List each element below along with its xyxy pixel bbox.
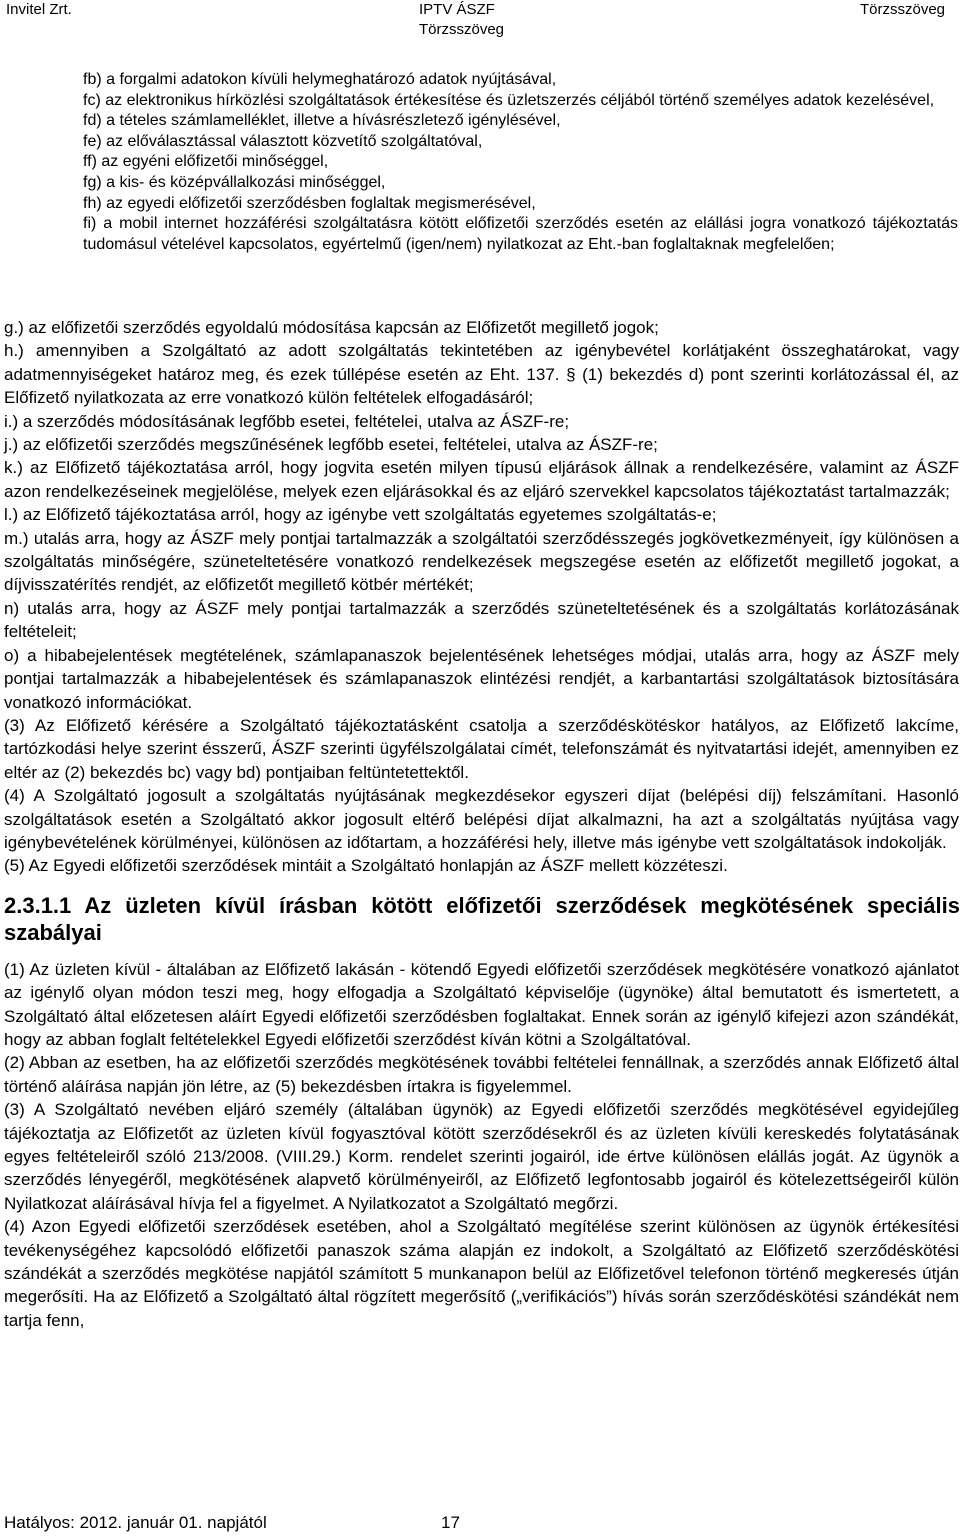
list-item-k: k.) az Előfizető tájékoztatása arról, hogy jogvita esetén milyen típusú eljárások állnak a rendelkezésére, valamint az ÁSZF azon rendelkezéseinek megjelölése, melyek ezen eljárásokkal és az eljáró szervekkel kapcsolatos tájékoztatást tartalmazzák; [4,458,959,501]
section-paragraph-4: (4) Azon Egyedi előfizetői szerződések esetében, ahol a Szolgáltató megítélése szerint különösen az ügynök értékesítési tevékenységéhez kapcsolódó előfizetői panaszok száma alapján ez indokolt, a Szolgáltató az Előfizető szerződéskötési szándékát a szerződés megkötése napjától számított 5 munkanapon belül az Előfizetővel telefonon történő megkeresés útján megerősíti. Ha az Előfizető a Szolgáltató által rögzített megerősítő („verifikációs”) hívás során szerződéskötési szándékát nem tartja fenn, [4,1217,959,1330]
list-item-ff: ff) az egyéni előfizetői minőséggel, [83,153,329,171]
footer-effective-date: Hatályos: 2012. január 01. napjától [4,1513,267,1532]
list-item-i: i.) a szerződés módosításának legfőbb esetei, feltételei, utalva az ÁSZF-re; [4,411,570,431]
document-body [0,316,960,1332]
section-title: Az üzleten kívül írásban kötött előfizetői szerződések megkötésének speciális szabályai [4,892,960,945]
paragraph-5: (5) Az Egyedi előfizetői szerződések mintáit a Szolgáltató honlapján az ÁSZF mellett közzéteszi. [4,856,728,876]
header-company: Invitel Zrt. [6,1,72,18]
list-item-l: l.) az Előfizető tájékoztatása arról, hogy az igénybe vett szolgáltatás egyetemes szolgáltatás-e; [4,505,717,525]
paragraph-3: (3) Az Előfizető kérésére a Szolgáltató tájékoztatásként csatolja a szerződéskötéskor hatályos, az Előfizető lakcíme, tartózkodási helye szerint ésszerű, ÁSZF szerinti ügyfélszolgálatai címét, telefonszámát és nyitvatartási idejét, amennyiben ez eltér az (2) bekezdés bc) vagy bd) pontjaiban feltüntetettektől. [4,715,959,782]
header-document-subtitle: Törzsszöveg [419,21,505,38]
header-document [419,0,504,40]
list-item-fc: fc) az elektronikus hírközlési szolgáltatások értékesítése és üzletszerzés céljából történő személyes adatok kezelésével, [83,91,935,109]
list-item-fh: fh) az egyedi előfizetői szerződésben foglaltak megismerésével, [83,194,536,212]
list-item-j: j.) az előfizetői szerződés megszűnésének legfőbb esetei, feltételei, utalva az ÁSZF-re; [4,435,658,455]
header-document-title: IPTV ÁSZF [419,1,495,18]
list-item-fg: fg) a kis- és középvállalkozási minőséggel, [83,173,386,191]
list-item-o: o) a hibabejelentések megtételének, számlapanaszok bejelentésének lehetséges módjai, utalás arra, hogy az ÁSZF mely pontjai tartalmazzák a hibabejelentések és számlapanaszok elintézési rendjét, a karbantartási szolgáltatások biztosítására vonatkozó információkat. [4,645,959,712]
section-heading [0,892,960,946]
list-item-fe: fe) az előválasztással választott közvetítő szolgáltatóval, [83,132,483,150]
list-item-fd: fd) a tételes számlamelléklet, illetve a hívásrészletező igénylésével, [83,112,561,130]
sublist-f [83,70,958,255]
section-paragraph-2: (2) Abban az esetben, ha az előfizetői szerződés megkötésének további feltételei fennállnak, a szerződés annak Előfizető által történő aláírása napján jön létre, az (5) bekezdésben írtakra is figyelemmel. [4,1053,959,1096]
list-item-n: n) utalás arra, hogy az ÁSZF mely pontjai tartalmazzák a szerződés szüneteltetésének és a szolgáltatás korlátozásának feltételeit; [4,598,959,642]
list-item-m: m.) utalás arra, hogy az ÁSZF mely pontjai tartalmazzák a szolgáltatói szerződésszegés jogkövetkezményeit, így különösen a szolgáltatás minőségére, szüneteltetésére vonatkozó rendelkezések megszegése esetén az előfizetőt megillető jogokat, a díjvisszatérítés rendjét, az előfizetőt megillető kötbér mértékét; [4,528,959,595]
section-paragraph-3: (3) A Szolgáltató nevében eljáró személy (általában ügynök) az Egyedi előfizetői szerződés megkötésével egyidejűleg tájékoztatja az Előfizetőt az üzleten kívül fogyasztóval kötött szerződésekről és az üzleten kívüli kereskedés folytatásának egyes feltételeiről szóló 213/2008. (VIII.29.) Korm. rendelet szerinti jogairól, ide értve különösen elállás jogát. Az ügynök a szerződés lényegéről, megkötésének alapvető körülményeiről, az Előfizető legfontosabb jogairól és kötelezettségeiről külön Nyilatkozat aláírásával hívja fel a figyelmet. A Nyilatkozatot a Szolgáltató megőrzi. [4,1100,959,1213]
page-number: 17 [441,1513,460,1532]
list-item-fi: fi) a mobil internet hozzáférési szolgáltatásra kötött előfizetői szerződés esetén az elállási jogra vonatkozó tájékoztatás tudomásul vételével kapcsolatos, egyértelmű (igen/nem) nyilatkozat az Eht.-ban foglaltaknak megfelelően; [83,215,958,253]
list-item-h: h.) amennyiben a Szolgáltató az adott szolgáltatás tekintetében az igénybevétel korlátjaként összeghatárokat, vagy adatmennyiségeket határoz meg, és ezek túllépése esetén az Eht. 137. § (1) bekezdés d) pont szerinti korlátozással él, az Előfizető nyilatkozata az erre vonatkozó külön feltételek elfogadásáról; [4,341,959,408]
paragraph-4: (4) A Szolgáltató jogosult a szolgáltatás nyújtásának megkezdésekor egyszeri díjat (belépési díj) felszámítani. Hasonló szolgáltatások esetén a Szolgáltató akkor jogosult eltérő belépési díjat alkalmazni, ha azt a szolgáltatás nyújtása vagy igénybevételének körülményei, különösen az időtartam, a hozzáférési hely, illetve más igénybe vett szolgáltatások indokolják. [4,786,959,852]
list-item-fb: fb) a forgalmi adatokon kívüli helymeghatározó adatok nyújtásával, [83,71,557,88]
header-version: Törzsszöveg [860,1,946,18]
section-number: 2.3.1.1 [4,892,72,918]
list-item-g: g.) az előfizetői szerződés egyoldalú módosítása kapcsán az Előfizetőt megillető jogok; [4,318,659,337]
page-header [0,0,960,46]
section-paragraph-1: (1) Az üzleten kívül - általában az Előfizető lakásán - kötendő Egyedi előfizetői szerződések megkötésére vonatkozó ajánlatot az igénylő olyan módon teszi meg, hogy elfogadja a Szolgáltató képviselője (ügynöke) által bemutatott és ismertetett, a Szolgáltató által előzetesen aláírt Egyedi előfizetői szerződésben foglaltakat. Ennek során az igénylő kifejezi azon szándékát, hogy az abban foglalt feltételekkel Egyedi előfizetői szerződést kíván kötni a Szolgáltatóval. [4,959,959,1049]
